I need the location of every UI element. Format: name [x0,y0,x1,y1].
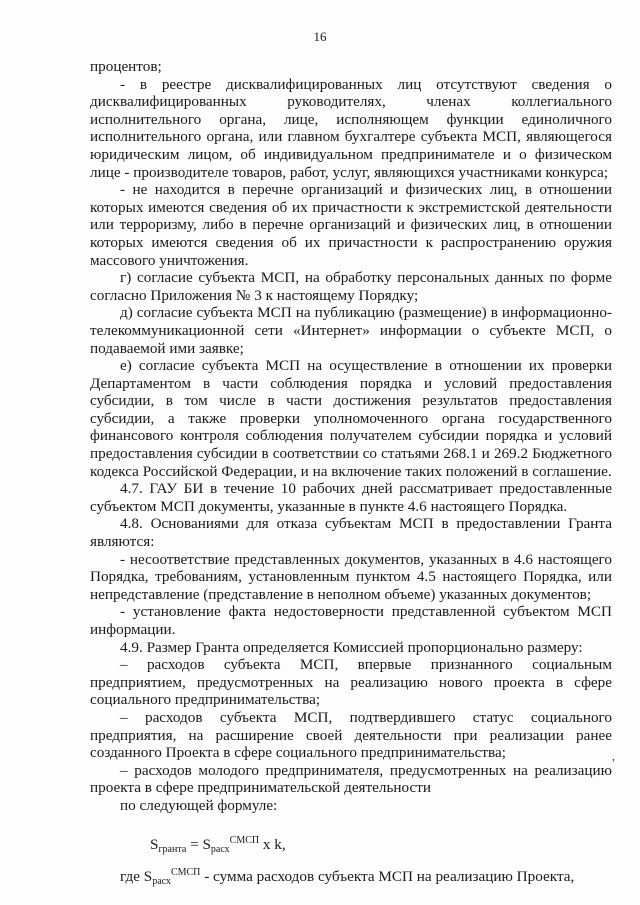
paragraph: д) согласие субъекта МСП на публикацию (размещение) в информационно-телекоммуникационной сети «Интернет» информации о субъекте МСП, о подаваемой ими заявке; [90,304,612,357]
margin-mark: , [612,749,615,763]
paragraph: 4.9. Размер Гранта определяется Комиссией пропорционально размеру: [120,638,583,656]
paragraph: е) согласие субъекта МСП на осуществление в отношении их проверки Департаментом в части соблюдения порядка и условий предоставления субсидии, в том числе в части достижения результатов предоставления субсидии, а также проверки уполномоченного органа государственного финансового контроля соблюдения получателем субсидии порядка и условий предоставления субсидии в соответствии со статьями 268.1 и 269.2 Бюджетного кодекса Российской Федерации, и на включение таких положений в соглашение. [90,357,612,480]
formula-lhs-sub: гранта [158,843,187,855]
explanation-sub: расх [152,876,171,888]
formula-lhs: S [150,835,159,853]
paragraph: - в реестре дисквалифицированных лиц отсутствуют сведения о дисквалифицированных руководителях, членах коллегиального исполнительного органа, лице, исполняющем функции единоличного исполнительного органа, или главном бухгалтере субъекта МСП, являющегося юридическим лицом, об индивидуальном предпринимателе и о физическом лице - производителе товаров, работ, услуг, являющихся участниками конкурса; [90,75,612,181]
formula-tail: x k, [259,835,286,853]
paragraph: г) согласие субъекта МСП, на обработку персональных данных по форме согласно Приложения № 3 к настоящему Порядку; [90,269,612,304]
paragraph: по следующей формуле: [120,796,278,814]
formula-rhs-sup: СМСП [229,834,260,846]
explanation-prefix: где S [120,868,153,886]
body-text [90,58,612,891]
paragraph: - не находится в перечне организаций и физических лиц, в отношении которых имеются сведения об их причастности к экстремистской деятельности или терроризму, либо в перечне организаций и физических лиц, в отношении которых имеются сведения об их причастности к распространению оружия массового уничтожения. [90,181,612,269]
grant-formula [90,832,612,859]
formula-explanation [90,864,612,891]
paragraph: 4.7. ГАУ БИ в течение 10 рабочих дней рассматривает предоставленные субъектом МСП документы, указанные в пункте 4.6 настоящего Порядка. [90,480,612,515]
paragraph: 4.8. Основаниями для отказа субъектам МСП в предоставлении Гранта являются: [90,515,612,551]
paragraph: процентов; [90,58,162,75]
paragraph: – расходов субъекта МСП, подтвердившего статус социального предприятия, на расширение своей деятельности при реализации ранее созданного Проекта в сфере социального предпринимательства; [90,708,612,762]
formula-eq: = [186,835,203,853]
paragraph: – расходов молодого предпринимателя, предусмотренных на реализацию проекта в сфере предпринимательской деятельности [90,761,612,797]
explanation-sup: СМСП [170,867,201,879]
paragraph: - установление факта недостоверности представленной субъектом МСП информации. [90,603,612,638]
paragraph: – расходов субъекта МСП, впервые признанного социальным предприятием, предусмотренных на реализацию нового проекта в сфере социального предпринимательства; [90,656,612,709]
page-number: 16 [313,29,327,44]
paragraph: - несоответствие представленных документов, указанных в 4.6 настоящего Порядка, требованиям, установленным пунктом 4.5 настоящего Порядка, или непредставление (представление в неполном объеме) указанных документов; [90,550,612,603]
formula-rhs-sub: расх [210,843,230,855]
explanation-rest: - сумма расходов субъекта МСП на реализацию Проекта, [200,868,575,886]
formula-rhs: S [202,835,211,853]
